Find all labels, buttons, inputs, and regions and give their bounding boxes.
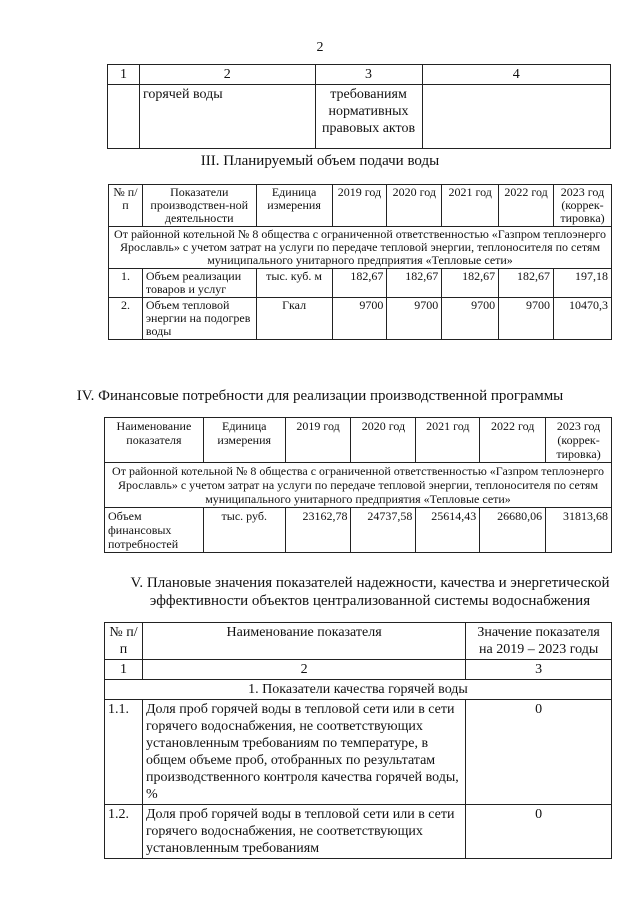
row-number: 1. [109, 269, 143, 298]
table-cell [108, 85, 140, 149]
header-cell: 2 [139, 65, 315, 85]
value-cell: 9700 [442, 298, 499, 340]
header-cell: Наименование показателя [142, 623, 465, 660]
row-number: 1.1. [105, 700, 143, 805]
header-cell: № п/п [105, 623, 143, 660]
header-cell: Наименование показателя [105, 418, 204, 463]
indicator-name: Объем тепловой энергии на подогрев воды [142, 298, 256, 340]
header-cell: 4 [422, 65, 611, 85]
group-row [105, 680, 612, 700]
section-3-title: III. Планируемый объем подачи воды [200, 153, 440, 169]
header-cell: Значение показателя на 2019 – 2023 годы [466, 623, 612, 660]
water-supply-volume-table [108, 184, 612, 340]
table-cell: требованиям нормативных правовых актов [315, 85, 422, 149]
column-number: 1 [105, 660, 143, 680]
unit-cell: тыс. руб. [203, 508, 285, 553]
table-header-row [105, 418, 612, 463]
value-cell: 182,67 [387, 269, 442, 298]
row-number: 1.2. [105, 805, 143, 859]
value-cell: 9700 [499, 298, 554, 340]
header-cell: 2022 год [480, 418, 546, 463]
value-cell: 31813,68 [546, 508, 612, 553]
table-row [105, 700, 612, 805]
table-header-row [108, 65, 611, 85]
group-title: 1. Показатели качества горячей воды [105, 680, 612, 700]
value-cell: 10470,3 [554, 298, 612, 340]
header-cell: 2020 год [387, 185, 442, 227]
table-header-row [105, 623, 612, 660]
header-cell: 3 [315, 65, 422, 85]
indicator-name: Доля проб горячей воды в тепловой сети или в сети горячего водоснабжения, не соответствующих установленным требованиям по температуре, в общем объеме проб, отобранных по результатам производственного контроля качества горячей воды, % [142, 700, 465, 805]
source-description: От районной котельной № 8 общества с ограниченной ответственностью «Газпром теплоэнерго Ярославль» с учетом затрат на услуги по передаче тепловой энергии, теплоносителя по сетям муниципального унитарного предприятия «Тепловые сети» [105, 463, 612, 508]
value-cell: 26680,06 [480, 508, 546, 553]
table-cell: горячей воды [139, 85, 315, 149]
continuation-table [107, 64, 611, 149]
unit-cell: тыс. куб. м [256, 269, 332, 298]
table-header-row [109, 185, 612, 227]
table-row [105, 508, 612, 553]
header-cell: 2020 год [351, 418, 416, 463]
unit-cell: Гкал [256, 298, 332, 340]
numbering-row [105, 660, 612, 680]
header-cell: № п/п [109, 185, 143, 227]
value-cell: 0 [466, 700, 612, 805]
header-cell: 2022 год [499, 185, 554, 227]
value-cell: 0 [466, 805, 612, 859]
table-span-row [105, 463, 612, 508]
section-4-title: IV. Финансовые потребности для реализации производственной программы [76, 388, 564, 404]
value-cell: 23162,78 [285, 508, 351, 553]
header-cell: 2023 год (коррек-тировка) [546, 418, 612, 463]
value-cell: 182,67 [332, 269, 387, 298]
header-cell: Единица измерения [256, 185, 332, 227]
header-cell: Единица измерения [203, 418, 285, 463]
column-number: 2 [142, 660, 465, 680]
value-cell: 24737,58 [351, 508, 416, 553]
value-cell: 9700 [332, 298, 387, 340]
section-5-title: V. Плановые значения показателей надежности, качества и энергетической эффективности объектов централизованной системы водоснабжения [130, 575, 610, 609]
table-cell [422, 85, 611, 149]
column-number: 3 [466, 660, 612, 680]
financial-needs-table [104, 417, 612, 553]
table-row [105, 805, 612, 859]
value-cell: 182,67 [499, 269, 554, 298]
indicator-name: Доля проб горячей воды в тепловой сети или в сети горячего водоснабжения, не соответствующих установленным требованиям [142, 805, 465, 859]
value-cell: 182,67 [442, 269, 499, 298]
header-cell: 2023 год (коррек-тировка) [554, 185, 612, 227]
header-cell: 2021 год [442, 185, 499, 227]
indicator-name: Объем реализации товаров и услуг [142, 269, 256, 298]
table-row [109, 298, 612, 340]
table-span-row [109, 227, 612, 269]
header-cell: 2019 год [332, 185, 387, 227]
quality-indicators-table [104, 622, 612, 859]
indicator-name: Объем финансовых потребностей [105, 508, 204, 553]
value-cell: 25614,43 [416, 508, 480, 553]
value-cell: 197,18 [554, 269, 612, 298]
table-row [108, 85, 611, 149]
table-row [109, 269, 612, 298]
header-cell: 2019 год [285, 418, 351, 463]
header-cell: 1 [108, 65, 140, 85]
page-number: 2 [316, 40, 324, 55]
value-cell: 9700 [387, 298, 442, 340]
row-number: 2. [109, 298, 143, 340]
header-cell: Показатели производствен-ной деятельности [142, 185, 256, 227]
header-cell: 2021 год [416, 418, 480, 463]
source-description: От районной котельной № 8 общества с ограниченной ответственностью «Газпром теплоэнерго Ярославль» с учетом затрат на услуги по передаче тепловой энергии, теплоносителя по сетям муниципального унитарного предприятия «Тепловые сети» [109, 227, 612, 269]
